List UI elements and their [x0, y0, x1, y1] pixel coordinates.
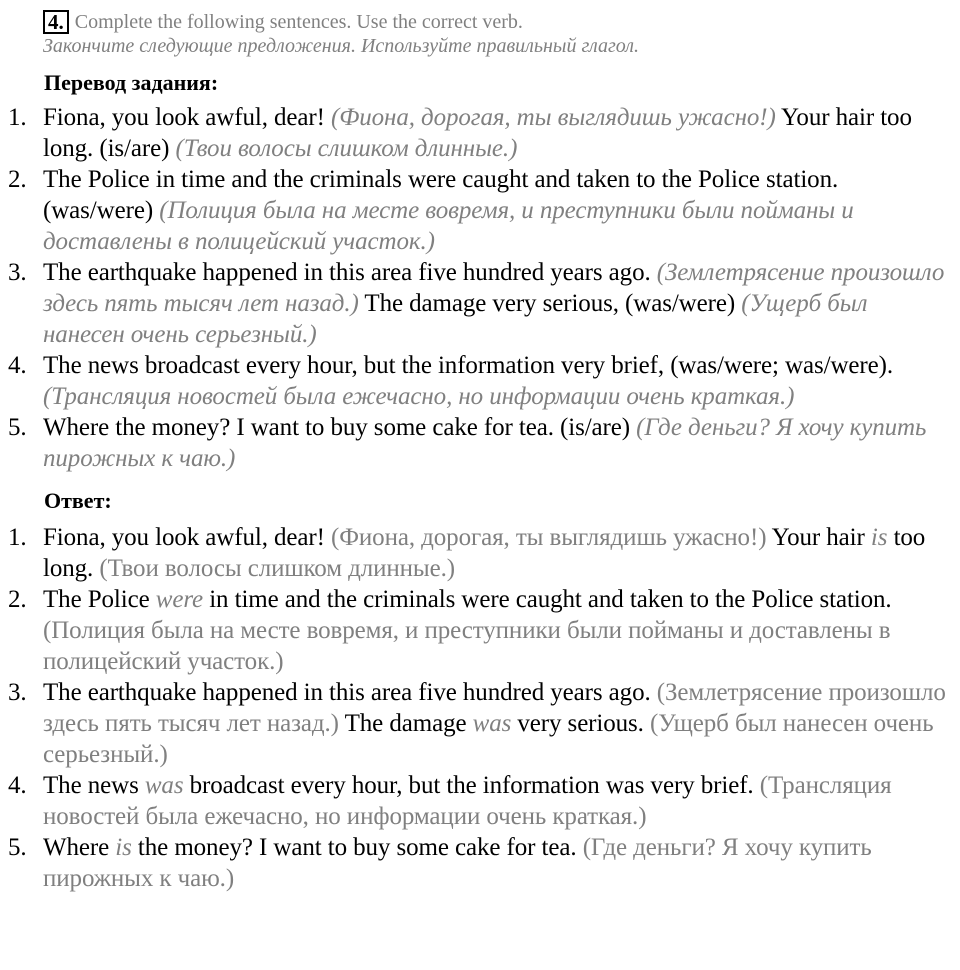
sentence-english: Where the money? I want to buy some cake for tea. (is/are) [43, 414, 630, 441]
sentence-russian: (Твои волосы слишком длинные.) [99, 555, 455, 582]
sentence-english: Fiona, you look awful, dear! [43, 104, 325, 131]
answer-verb: was [144, 772, 184, 799]
sentence-english: The damage very serious, (was/were) [364, 290, 736, 317]
answer-item-5 [8, 832, 952, 894]
translation-item-4 [8, 350, 952, 412]
sentence-english: The Police [43, 586, 150, 613]
sentence-english: The earthquake happened in this area five hundred years ago. [43, 259, 651, 286]
answer-verb: is [870, 524, 888, 551]
sentence-russian: (Полиция была на месте вовремя, и преступники были пойманы и доставлены в полицейский участок.) [43, 617, 891, 675]
task-header [43, 10, 952, 34]
item-number: 2. [8, 586, 27, 613]
instruction-russian: Закончите следующие предложения. Используйте правильный глагол. [43, 35, 639, 57]
sentence-english: Fiona, you look awful, dear! [43, 524, 325, 551]
sentence-english: The news [43, 772, 139, 799]
sentence-english: Your hair too long. (is/are) [43, 104, 912, 162]
item-number: 3. [8, 679, 27, 706]
answer-verb: is [115, 834, 132, 861]
answer-verb: were [155, 586, 204, 613]
answer-verb: was [472, 710, 512, 737]
translation-item-5 [8, 412, 952, 474]
sentence-russian: (Ущерб был нанесен очень серьезный.) [43, 290, 868, 348]
item-number: 4. [8, 772, 27, 799]
answer-item-4 [8, 770, 952, 832]
answer-list [8, 522, 952, 894]
sentence-english: Your hair [771, 524, 865, 551]
answer-item-2 [8, 584, 952, 677]
sentence-russian: (Фиона, дорогая, ты выглядишь ужасно!) [331, 524, 767, 551]
answer-item-3 [8, 677, 952, 770]
answer-item-1 [8, 522, 952, 584]
sentence-english: very serious. [517, 710, 644, 737]
sentence-russian: (Где деньги? Я хочу купить пирожных к чаю.) [43, 414, 927, 472]
sentence-russian: (Ущерб был нанесен очень серьезный.) [43, 710, 934, 768]
item-number: 3. [8, 259, 27, 286]
sentence-russian: (Где деньги? Я хочу купить пирожных к чаю.) [43, 834, 872, 892]
sentence-english: The damage [344, 710, 467, 737]
sentence-russian: (Фиона, дорогая, ты выглядишь ужасно!) [331, 104, 776, 131]
item-number: 5. [8, 414, 27, 441]
sentence-russian: (Полиция была на месте вовремя, и преступники были пойманы и доставлены в полицейский участок.) [43, 197, 854, 255]
instruction-english: Complete the following sentences. Use the correct verb. [74, 11, 523, 33]
translation-heading: Перевод задания: [44, 70, 219, 95]
sentence-english: in time and the criminals were caught and taken to the Police station. [209, 586, 892, 613]
item-number: 5. [8, 834, 27, 861]
sentence-english: broadcast every hour, but the information was very brief. [189, 772, 754, 799]
sentence-english: the money? I want to buy some cake for tea. [137, 834, 577, 861]
sentence-english: too long. [43, 524, 926, 582]
sentence-english: Where [43, 834, 110, 861]
translation-item-3 [8, 257, 952, 350]
sentence-russian: (Трансляция новостей была ежечасно, но информации очень краткая.) [43, 772, 892, 830]
sentence-russian: (Землетрясение произошло здесь пять тысяч лет назад.) [43, 679, 946, 737]
sentence-russian: (Трансляция новостей была ежечасно, но информации очень краткая.) [43, 383, 795, 410]
item-number: 4. [8, 352, 27, 379]
sentence-russian: (Твои волосы слишком длинные.) [175, 135, 518, 162]
translation-list [8, 102, 952, 474]
task-number: 4. [43, 10, 69, 34]
sentence-russian: (Землетрясение произошло здесь пять тысяч лет назад.) [43, 259, 945, 317]
item-number: 1. [8, 524, 27, 551]
answer-heading: Ответ: [44, 488, 112, 513]
sentence-english: The news broadcast every hour, but the information very brief, (was/were; was/were). [43, 352, 893, 379]
item-number: 1. [8, 104, 27, 131]
sentence-english: The earthquake happened in this area five hundred years ago. [43, 679, 651, 706]
sentence-english: The Police in time and the criminals were caught and taken to the Police station. (was/were) [43, 166, 839, 224]
translation-item-1 [8, 102, 952, 164]
item-number: 2. [8, 166, 27, 193]
translation-item-2 [8, 164, 952, 257]
